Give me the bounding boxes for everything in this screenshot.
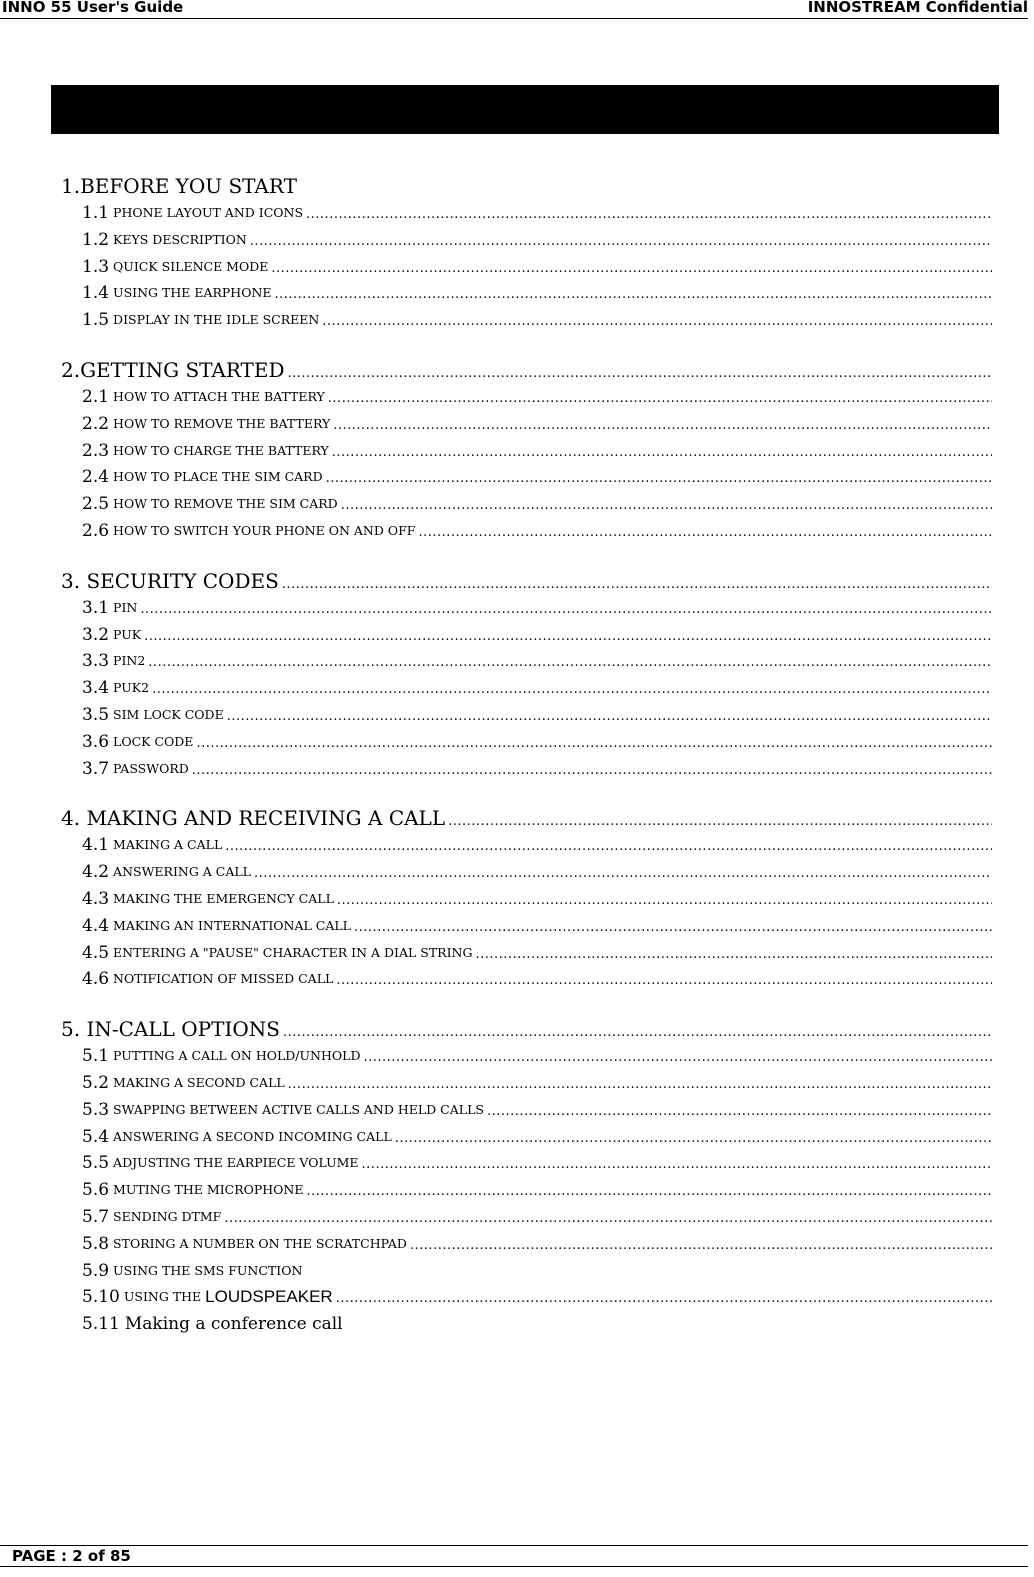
toc-entry-title: MAKING AN INTERNATIONAL CALL: [113, 917, 351, 933]
toc-entry-title: PASSWORD: [113, 760, 189, 776]
toc-entry-number: 3.5: [82, 704, 110, 725]
dot-leader: [140, 595, 992, 622]
toc-entry-number: 2.1: [82, 386, 110, 407]
toc-entry[interactable]: [82, 966, 992, 993]
toc-entry-title: HOW TO ATTACH THE BATTERY: [113, 388, 325, 404]
toc-entry-number: 3.7: [82, 758, 110, 779]
toc-entry-title: PUK: [113, 626, 142, 642]
toc-entry-title-extra: LOUDSPEAKER: [205, 1287, 333, 1307]
toc-entry-title: LOCK CODE: [113, 733, 194, 749]
dot-leader: [288, 356, 992, 384]
toc-entry[interactable]: [82, 702, 992, 729]
toc-entry[interactable]: [82, 1124, 992, 1151]
toc-entry[interactable]: [82, 1258, 992, 1285]
toc-entry-number: 3.3: [82, 651, 110, 672]
toc-entry-number: 5.2: [82, 1072, 110, 1093]
dot-leader: [395, 1124, 992, 1151]
toc-entry[interactable]: [82, 464, 992, 491]
dot-leader: [152, 675, 992, 702]
toc-entry[interactable]: [82, 940, 992, 967]
toc-entry[interactable]: [82, 491, 992, 518]
dot-leader: [333, 411, 992, 438]
toc-entry-title: HOW TO REMOVE THE SIM CARD: [113, 496, 338, 512]
toc-entry-number: 4.5: [82, 942, 110, 963]
toc-entry-number: 2.2: [82, 413, 110, 434]
toc-entry-number: 5.7: [82, 1206, 110, 1227]
toc-entry-title: ANSWERING A SECOND INCOMING CALL: [113, 1128, 392, 1144]
dot-leader: [227, 702, 992, 729]
toc-entry[interactable]: [82, 280, 992, 307]
toc-entry-number: 2.4: [82, 467, 110, 488]
toc-entry[interactable]: [82, 1043, 992, 1070]
toc-entry-number: 4.1: [82, 835, 110, 856]
toc-entry[interactable]: [82, 438, 992, 465]
dot-leader: [283, 1015, 992, 1043]
toc-entry-title: SIM LOCK CODE: [113, 706, 224, 722]
toc-entry[interactable]: [82, 648, 992, 675]
toc-entry[interactable]: [82, 756, 992, 783]
toc-entry-title: ANSWERING A CALL: [113, 864, 251, 880]
toc-entry[interactable]: [82, 307, 992, 334]
dot-leader: [144, 622, 992, 649]
dot-leader: [224, 1204, 992, 1231]
toc-entry-title: PHONE LAYOUT AND ICONS: [113, 205, 304, 220]
dot-leader: [418, 518, 992, 545]
toc-entry-number: 4.3: [82, 888, 110, 909]
toc-section[interactable]: [61, 356, 992, 384]
dot-leader: [196, 729, 992, 756]
toc-entry-number: 5.6: [82, 1180, 110, 1201]
toc-entry-title: SENDING DTMF: [113, 1208, 222, 1224]
toc-entry[interactable]: [82, 859, 992, 886]
toc-entry[interactable]: [82, 518, 992, 545]
dot-leader: [337, 886, 992, 913]
dot-leader: [225, 832, 992, 859]
table-of-contents: [61, 172, 992, 1338]
toc-entry-number: 5.5: [82, 1153, 110, 1174]
dot-leader: [332, 438, 992, 465]
toc-entry-title: PUTTING A CALL ON HOLD/UNHOLD: [113, 1048, 361, 1064]
toc-entry-title: MUTING THE MICROPHONE: [113, 1182, 304, 1198]
toc-entry[interactable]: [82, 1204, 992, 1231]
toc-entry-number: 5.9: [82, 1260, 110, 1281]
toc-section[interactable]: [61, 1015, 992, 1043]
toc-entry-number: 4.6: [82, 969, 110, 990]
dot-leader: [363, 1043, 992, 1070]
toc-entry[interactable]: [82, 1097, 992, 1124]
toc-entry-title: HOW TO PLACE THE SIM CARD: [113, 469, 323, 485]
toc-entry[interactable]: [82, 1177, 992, 1204]
toc-section-title: 2.GETTING STARTED: [61, 357, 285, 382]
toc-entry[interactable]: [82, 913, 992, 940]
header-confidential: INNOSTREAM Confidential: [807, 0, 1028, 16]
toc-entry-number: 5.11: [82, 1314, 120, 1335]
dot-leader: [192, 756, 992, 783]
toc-section-title: 5. IN-CALL OPTIONS: [61, 1017, 280, 1042]
dot-leader: [362, 1150, 992, 1177]
toc-entry-title: HOW TO REMOVE THE BATTERY: [113, 415, 331, 431]
dot-leader: [328, 384, 992, 411]
toc-entry-title: MAKING A CALL: [113, 837, 223, 853]
toc-entry[interactable]: [82, 254, 992, 281]
toc-entry-title: USING THE EARPHONE: [113, 285, 272, 301]
toc-section[interactable]: [61, 804, 992, 832]
dot-leader: [341, 491, 992, 518]
toc-entry-title: MAKING THE EMERGENCY CALL: [113, 890, 334, 906]
toc-entry[interactable]: [82, 200, 992, 227]
toc-entry[interactable]: [82, 832, 992, 859]
toc-entry-title: USING THE SMS FUNCTION: [113, 1262, 303, 1278]
dot-leader: [148, 648, 992, 675]
toc-entry[interactable]: [82, 1284, 992, 1311]
toc-entry[interactable]: [82, 227, 992, 254]
dot-leader: [306, 200, 992, 227]
toc-entry-title: MAKING A SECOND CALL: [113, 1074, 285, 1090]
toc-entry-number: 1.4: [82, 283, 110, 304]
toc-entry-title: HOW TO SWITCH YOUR PHONE ON AND OFF: [113, 522, 416, 538]
toc-entry-number: 2.3: [82, 440, 110, 461]
dot-leader: [475, 940, 992, 967]
dot-leader: [448, 804, 992, 832]
dot-leader: [306, 1177, 992, 1204]
dot-leader: [254, 859, 992, 886]
toc-entry-number: 4.4: [82, 915, 110, 936]
toc-entry-number: 3.1: [82, 597, 110, 618]
toc-entry[interactable]: [82, 1070, 992, 1097]
dot-leader: [336, 966, 992, 993]
toc-entry[interactable]: [82, 675, 992, 702]
toc-entry-number: 3.6: [82, 731, 110, 752]
toc-entry-title: PUK2: [113, 680, 150, 696]
dot-leader: [336, 1284, 992, 1311]
dot-leader: [271, 254, 992, 281]
toc-entry[interactable]: [82, 595, 992, 622]
page-footer: [0, 1545, 1028, 1567]
toc-entry[interactable]: [82, 886, 992, 913]
toc-section-title: 3. SECURITY CODES: [61, 568, 279, 593]
dot-leader: [354, 913, 992, 940]
toc-entry-title: PIN: [113, 599, 138, 615]
toc-entry-number: 2.5: [82, 494, 110, 515]
toc-entry-title: NOTIFICATION OF MISSED CALL: [113, 971, 334, 987]
toc-entry-number: 5.1: [82, 1046, 110, 1067]
dot-leader: [487, 1097, 992, 1124]
toc-entry-title: KEYS DESCRIPTION: [113, 231, 247, 247]
toc-entry-number: 2.6: [82, 520, 110, 541]
toc-section[interactable]: [61, 567, 992, 595]
toc-entry-number: 5.3: [82, 1099, 110, 1120]
title-bar: [51, 85, 999, 134]
toc-entry-number: 4.2: [82, 862, 110, 883]
page-number: PAGE : 2 of 85: [12, 1547, 131, 1565]
toc-entry-title: QUICK SILENCE MODE: [113, 258, 269, 274]
toc-entry[interactable]: [82, 622, 992, 649]
dot-leader: [250, 227, 992, 254]
toc-entry-number: 3.2: [82, 624, 110, 645]
toc-entry-title: SWAPPING BETWEEN ACTIVE CALLS AND HELD CALLS: [113, 1101, 484, 1117]
toc-entry-number: 1.2: [82, 229, 110, 250]
toc-entry[interactable]: [82, 1311, 992, 1338]
toc-entry-number: 1.3: [82, 256, 110, 277]
toc-entry-title: HOW TO CHARGE THE BATTERY: [113, 442, 329, 458]
toc-entry-number: 5.8: [82, 1233, 110, 1254]
dot-leader: [410, 1231, 992, 1258]
dot-leader: [326, 464, 992, 491]
toc-entry[interactable]: [82, 411, 992, 438]
dot-leader: [288, 1070, 992, 1097]
dot-leader: [322, 307, 992, 334]
header-doc-title: INNO 55 User's Guide: [2, 0, 184, 16]
toc-entry-title: USING THE: [123, 1289, 202, 1305]
toc-entry-number: 1.1: [82, 203, 110, 223]
toc-section[interactable]: [61, 172, 992, 200]
toc-entry-number: 1.5: [82, 310, 110, 331]
toc-entry[interactable]: [82, 1231, 992, 1258]
toc-entry[interactable]: [82, 1150, 992, 1177]
toc-entry-title: DISPLAY IN THE IDLE SCREEN: [113, 312, 320, 328]
toc-entry[interactable]: [82, 384, 992, 411]
dot-leader: [275, 280, 992, 307]
toc-entry-title: Making a conference call: [124, 1314, 343, 1335]
toc-section-title: 4. MAKING AND RECEIVING A CALL: [61, 806, 446, 831]
page-header: [0, 0, 1028, 19]
toc-entry-title: PIN2: [113, 653, 146, 669]
toc-entry-title: ENTERING A "PAUSE" CHARACTER IN A DIAL STRING: [113, 944, 473, 960]
toc-entry-number: 5.4: [82, 1126, 110, 1147]
toc-section-title: 1.BEFORE YOU START: [61, 174, 297, 198]
toc-entry-number: 5.10: [82, 1287, 120, 1308]
toc-entry-title: STORING A NUMBER ON THE SCRATCHPAD: [113, 1235, 407, 1251]
dot-leader: [282, 567, 992, 595]
toc-entry[interactable]: [82, 729, 992, 756]
toc-entry-number: 3.4: [82, 678, 110, 699]
toc-entry-title: ADJUSTING THE EARPIECE VOLUME: [113, 1155, 359, 1171]
